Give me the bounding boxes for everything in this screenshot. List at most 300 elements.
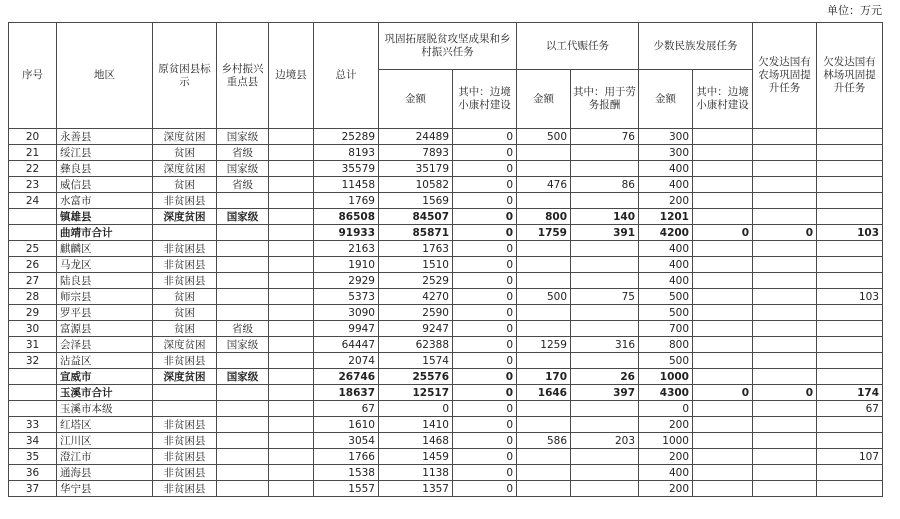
poverty-status-cell: 贫困 (153, 145, 217, 161)
rural-key-cell (217, 241, 269, 257)
header-seq: 序号 (9, 23, 57, 129)
workrelief-labor-cell: 86 (571, 177, 639, 193)
workrelief-amount-cell: 1259 (517, 337, 571, 353)
ethnic-border-cell (693, 257, 753, 273)
consolidate-amount-cell: 1574 (379, 353, 453, 369)
poverty-status-cell: 贫困 (153, 321, 217, 337)
total-cell: 26746 (314, 369, 379, 385)
poverty-status-cell: 深度贫困 (153, 369, 217, 385)
underdev-farm-cell (753, 369, 817, 385)
table-row (9, 417, 883, 433)
total-cell: 8193 (314, 145, 379, 161)
seq-cell (9, 209, 57, 225)
consolidate-border-cell: 0 (453, 129, 517, 145)
consolidate-amount-cell: 2590 (379, 305, 453, 321)
seq-cell: 33 (9, 417, 57, 433)
workrelief-amount-cell: 476 (517, 177, 571, 193)
rural-key-cell: 省级 (217, 177, 269, 193)
ethnic-border-cell (693, 129, 753, 145)
workrelief-labor-cell (571, 465, 639, 481)
ethnic-border-cell (693, 273, 753, 289)
seq-cell: 35 (9, 449, 57, 465)
underdev-farm-cell (753, 321, 817, 337)
consolidate-border-cell: 0 (453, 305, 517, 321)
border-county-cell (269, 305, 314, 321)
ethnic-amount-cell: 1201 (639, 209, 693, 225)
underdev-farm-cell (753, 145, 817, 161)
rural-key-cell: 国家级 (217, 369, 269, 385)
rural-key-cell: 国家级 (217, 161, 269, 177)
consolidate-amount-cell: 1763 (379, 241, 453, 257)
underdev-forest-cell (817, 145, 883, 161)
border-county-cell (269, 337, 314, 353)
consolidate-amount-cell: 12517 (379, 385, 453, 401)
border-county-cell (269, 289, 314, 305)
total-cell: 11458 (314, 177, 379, 193)
border-county-cell (269, 241, 314, 257)
workrelief-amount-cell: 586 (517, 433, 571, 449)
workrelief-amount-cell: 500 (517, 129, 571, 145)
table-row (9, 449, 883, 465)
workrelief-amount-cell (517, 353, 571, 369)
ethnic-border-cell (693, 321, 753, 337)
underdev-forest-cell: 103 (817, 225, 883, 241)
ethnic-amount-cell: 0 (639, 401, 693, 417)
region-cell: 马龙区 (57, 257, 153, 273)
total-cell: 2929 (314, 273, 379, 289)
seq-cell: 24 (9, 193, 57, 209)
underdev-farm-cell (753, 433, 817, 449)
consolidate-amount-cell: 1357 (379, 481, 453, 497)
border-county-cell (269, 433, 314, 449)
poverty-status-cell: 贫困 (153, 177, 217, 193)
header-ethnic-amount: 金额 (639, 70, 693, 129)
border-county-cell (269, 449, 314, 465)
table-row (9, 129, 883, 145)
poverty-status-cell: 非贫困县 (153, 417, 217, 433)
header-region: 地区 (57, 23, 153, 129)
consolidate-border-cell: 0 (453, 337, 517, 353)
ethnic-amount-cell: 400 (639, 465, 693, 481)
border-county-cell (269, 385, 314, 401)
total-cell: 9947 (314, 321, 379, 337)
consolidate-amount-cell: 1510 (379, 257, 453, 273)
workrelief-amount-cell (517, 257, 571, 273)
workrelief-amount-cell: 500 (517, 289, 571, 305)
poverty-status-cell: 非贫困县 (153, 193, 217, 209)
border-county-cell (269, 401, 314, 417)
underdev-forest-cell (817, 305, 883, 321)
funding-table (8, 22, 883, 497)
ethnic-border-cell: 0 (693, 385, 753, 401)
header-border-county: 边境县 (269, 23, 314, 129)
border-county-cell (269, 465, 314, 481)
underdev-forest-cell (817, 161, 883, 177)
region-cell: 玉溪市本级 (57, 401, 153, 417)
underdev-farm-cell: 0 (753, 385, 817, 401)
rural-key-cell (217, 481, 269, 497)
ethnic-border-cell (693, 433, 753, 449)
rural-key-cell (217, 257, 269, 273)
workrelief-amount-cell (517, 241, 571, 257)
ethnic-border-cell (693, 193, 753, 209)
workrelief-labor-cell: 391 (571, 225, 639, 241)
border-county-cell (269, 129, 314, 145)
header-consolidate-amount: 金额 (379, 70, 453, 129)
ethnic-border-cell (693, 177, 753, 193)
consolidate-border-cell: 0 (453, 241, 517, 257)
total-cell: 3090 (314, 305, 379, 321)
workrelief-labor-cell (571, 145, 639, 161)
region-cell: 水富市 (57, 193, 153, 209)
underdev-farm-cell (753, 129, 817, 145)
border-county-cell (269, 369, 314, 385)
underdev-forest-cell (817, 481, 883, 497)
poverty-status-cell: 非贫困县 (153, 481, 217, 497)
workrelief-labor-cell (571, 481, 639, 497)
poverty-status-cell: 深度贫困 (153, 129, 217, 145)
seq-cell: 25 (9, 241, 57, 257)
workrelief-amount-cell: 170 (517, 369, 571, 385)
consolidate-amount-cell: 1138 (379, 465, 453, 481)
table-row (9, 209, 883, 225)
total-cell: 1766 (314, 449, 379, 465)
rural-key-cell (217, 353, 269, 369)
header-total: 总计 (314, 23, 379, 129)
total-cell: 2163 (314, 241, 379, 257)
ethnic-amount-cell: 1000 (639, 369, 693, 385)
workrelief-labor-cell (571, 449, 639, 465)
consolidate-amount-cell: 25576 (379, 369, 453, 385)
underdev-forest-cell: 67 (817, 401, 883, 417)
consolidate-border-cell: 0 (453, 449, 517, 465)
underdev-forest-cell (817, 129, 883, 145)
header-group-consolidate: 巩固拓展脱贫攻坚成果和乡村振兴任务 (379, 23, 517, 70)
seq-cell: 23 (9, 177, 57, 193)
header-workrelief-labor: 其中：用于劳务报酬 (571, 70, 639, 129)
consolidate-border-cell: 0 (453, 433, 517, 449)
total-cell: 64447 (314, 337, 379, 353)
rural-key-cell (217, 449, 269, 465)
region-cell: 江川区 (57, 433, 153, 449)
underdev-forest-cell (817, 241, 883, 257)
region-cell: 镇雄县 (57, 209, 153, 225)
seq-cell: 20 (9, 129, 57, 145)
region-cell: 富源县 (57, 321, 153, 337)
workrelief-labor-cell: 397 (571, 385, 639, 401)
rural-key-cell (217, 433, 269, 449)
consolidate-amount-cell: 2529 (379, 273, 453, 289)
border-county-cell (269, 257, 314, 273)
table-row (9, 289, 883, 305)
ethnic-amount-cell: 200 (639, 193, 693, 209)
seq-cell: 34 (9, 433, 57, 449)
seq-cell: 27 (9, 273, 57, 289)
border-county-cell (269, 225, 314, 241)
region-cell: 曲靖市合计 (57, 225, 153, 241)
consolidate-border-cell: 0 (453, 273, 517, 289)
ethnic-amount-cell: 4300 (639, 385, 693, 401)
underdev-forest-cell (817, 417, 883, 433)
border-county-cell (269, 209, 314, 225)
rural-key-cell (217, 289, 269, 305)
workrelief-amount-cell: 1646 (517, 385, 571, 401)
poverty-status-cell: 非贫困县 (153, 433, 217, 449)
underdev-farm-cell (753, 161, 817, 177)
total-cell: 67 (314, 401, 379, 417)
underdev-farm-cell (753, 481, 817, 497)
consolidate-amount-cell: 9247 (379, 321, 453, 337)
workrelief-amount-cell: 800 (517, 209, 571, 225)
workrelief-labor-cell: 316 (571, 337, 639, 353)
workrelief-amount-cell (517, 465, 571, 481)
region-cell: 永善县 (57, 129, 153, 145)
table-row (9, 369, 883, 385)
ethnic-amount-cell: 400 (639, 241, 693, 257)
seq-cell: 22 (9, 161, 57, 177)
unit-label: 单位：万元 (827, 4, 882, 17)
border-county-cell (269, 417, 314, 433)
table-row (9, 465, 883, 481)
underdev-forest-cell (817, 321, 883, 337)
underdev-farm-cell (753, 337, 817, 353)
region-cell: 威信县 (57, 177, 153, 193)
rural-key-cell: 国家级 (217, 337, 269, 353)
border-county-cell (269, 145, 314, 161)
region-cell: 通海县 (57, 465, 153, 481)
ethnic-border-cell (693, 401, 753, 417)
ethnic-border-cell (693, 465, 753, 481)
poverty-status-cell: 非贫困县 (153, 449, 217, 465)
table-row (9, 273, 883, 289)
workrelief-amount-cell (517, 481, 571, 497)
workrelief-amount-cell: 1759 (517, 225, 571, 241)
header-poverty-status: 原贫困县标示 (153, 23, 217, 129)
underdev-forest-cell (817, 353, 883, 369)
border-county-cell (269, 481, 314, 497)
seq-cell (9, 385, 57, 401)
poverty-status-cell: 非贫困县 (153, 465, 217, 481)
region-cell: 师宗县 (57, 289, 153, 305)
underdev-forest-cell: 103 (817, 289, 883, 305)
consolidate-border-cell: 0 (453, 257, 517, 273)
ethnic-border-cell: 0 (693, 225, 753, 241)
underdev-forest-cell (817, 257, 883, 273)
underdev-farm-cell (753, 305, 817, 321)
poverty-status-cell: 贫困 (153, 289, 217, 305)
consolidate-border-cell: 0 (453, 369, 517, 385)
header-group-ethnic: 少数民族发展任务 (639, 23, 753, 70)
underdev-farm-cell (753, 193, 817, 209)
border-county-cell (269, 161, 314, 177)
consolidate-border-cell: 0 (453, 401, 517, 417)
consolidate-amount-cell: 10582 (379, 177, 453, 193)
table-row (9, 177, 883, 193)
workrelief-amount-cell (517, 273, 571, 289)
ethnic-amount-cell: 400 (639, 177, 693, 193)
seq-cell (9, 225, 57, 241)
underdev-forest-cell: 107 (817, 449, 883, 465)
region-cell: 宣威市 (57, 369, 153, 385)
region-cell: 红塔区 (57, 417, 153, 433)
ethnic-amount-cell: 4200 (639, 225, 693, 241)
table-row (9, 193, 883, 209)
underdev-farm-cell (753, 257, 817, 273)
seq-cell: 26 (9, 257, 57, 273)
workrelief-amount-cell (517, 401, 571, 417)
consolidate-amount-cell: 0 (379, 401, 453, 417)
total-cell: 2074 (314, 353, 379, 369)
workrelief-labor-cell (571, 321, 639, 337)
ethnic-amount-cell: 200 (639, 481, 693, 497)
underdev-forest-cell (817, 369, 883, 385)
workrelief-labor-cell (571, 401, 639, 417)
rural-key-cell (217, 417, 269, 433)
region-cell: 麒麟区 (57, 241, 153, 257)
ethnic-border-cell (693, 305, 753, 321)
region-cell: 沾益区 (57, 353, 153, 369)
total-cell: 86508 (314, 209, 379, 225)
workrelief-labor-cell (571, 305, 639, 321)
consolidate-border-cell: 0 (453, 177, 517, 193)
underdev-forest-cell (817, 337, 883, 353)
rural-key-cell: 国家级 (217, 209, 269, 225)
consolidate-amount-cell: 85871 (379, 225, 453, 241)
ethnic-border-cell (693, 145, 753, 161)
region-cell: 华宁县 (57, 481, 153, 497)
workrelief-amount-cell (517, 305, 571, 321)
consolidate-border-cell: 0 (453, 417, 517, 433)
seq-cell: 37 (9, 481, 57, 497)
total-cell: 1769 (314, 193, 379, 209)
workrelief-amount-cell (517, 417, 571, 433)
workrelief-labor-cell (571, 257, 639, 273)
total-cell: 1538 (314, 465, 379, 481)
poverty-status-cell (153, 401, 217, 417)
seq-cell: 31 (9, 337, 57, 353)
poverty-status-cell (153, 225, 217, 241)
workrelief-labor-cell: 76 (571, 129, 639, 145)
table-body (9, 129, 883, 497)
workrelief-labor-cell: 203 (571, 433, 639, 449)
workrelief-amount-cell (517, 193, 571, 209)
header-underdev-forest: 欠发达国有林场巩固提升任务 (817, 23, 883, 129)
rural-key-cell (217, 193, 269, 209)
ethnic-amount-cell: 500 (639, 353, 693, 369)
total-cell: 25289 (314, 129, 379, 145)
consolidate-amount-cell: 1569 (379, 193, 453, 209)
workrelief-amount-cell (517, 161, 571, 177)
header-group-workrelief: 以工代赈任务 (517, 23, 639, 70)
total-cell: 35579 (314, 161, 379, 177)
poverty-status-cell (153, 385, 217, 401)
seq-cell: 29 (9, 305, 57, 321)
total-cell: 18637 (314, 385, 379, 401)
poverty-status-cell: 非贫困县 (153, 257, 217, 273)
rural-key-cell: 省级 (217, 145, 269, 161)
region-cell: 彝良县 (57, 161, 153, 177)
ethnic-border-cell (693, 337, 753, 353)
rural-key-cell (217, 465, 269, 481)
ethnic-amount-cell: 300 (639, 129, 693, 145)
workrelief-amount-cell (517, 449, 571, 465)
rural-key-cell (217, 385, 269, 401)
ethnic-border-cell (693, 417, 753, 433)
consolidate-amount-cell: 7893 (379, 145, 453, 161)
underdev-forest-cell (817, 273, 883, 289)
consolidate-amount-cell: 1410 (379, 417, 453, 433)
region-cell: 绥江县 (57, 145, 153, 161)
ethnic-amount-cell: 400 (639, 273, 693, 289)
seq-cell: 28 (9, 289, 57, 305)
poverty-status-cell: 深度贫困 (153, 161, 217, 177)
workrelief-labor-cell (571, 161, 639, 177)
rural-key-cell: 省级 (217, 321, 269, 337)
ethnic-border-cell (693, 353, 753, 369)
underdev-farm-cell (753, 289, 817, 305)
table-row (9, 433, 883, 449)
underdev-farm-cell: 0 (753, 225, 817, 241)
seq-cell: 32 (9, 353, 57, 369)
ethnic-border-cell (693, 481, 753, 497)
underdev-farm-cell (753, 353, 817, 369)
region-cell: 澄江市 (57, 449, 153, 465)
table-row (9, 257, 883, 273)
ethnic-amount-cell: 400 (639, 257, 693, 273)
total-cell: 1910 (314, 257, 379, 273)
table-row (9, 321, 883, 337)
ethnic-amount-cell: 800 (639, 337, 693, 353)
region-cell: 会泽县 (57, 337, 153, 353)
ethnic-amount-cell: 500 (639, 289, 693, 305)
ethnic-border-cell (693, 289, 753, 305)
consolidate-amount-cell: 24489 (379, 129, 453, 145)
total-cell: 3054 (314, 433, 379, 449)
header-ethnic-border: 其中：边境小康村建设 (693, 70, 753, 129)
consolidate-amount-cell: 62388 (379, 337, 453, 353)
border-county-cell (269, 273, 314, 289)
ethnic-amount-cell: 200 (639, 417, 693, 433)
table-row (9, 305, 883, 321)
workrelief-labor-cell (571, 353, 639, 369)
ethnic-border-cell (693, 209, 753, 225)
workrelief-labor-cell: 140 (571, 209, 639, 225)
border-county-cell (269, 353, 314, 369)
consolidate-amount-cell: 1468 (379, 433, 453, 449)
region-cell: 罗平县 (57, 305, 153, 321)
workrelief-amount-cell (517, 321, 571, 337)
underdev-forest-cell (817, 193, 883, 209)
consolidate-border-cell: 0 (453, 481, 517, 497)
header-workrelief-amount: 金额 (517, 70, 571, 129)
header-rural-key: 乡村振兴重点县 (217, 23, 269, 129)
underdev-forest-cell (817, 209, 883, 225)
consolidate-border-cell: 0 (453, 193, 517, 209)
ethnic-amount-cell: 700 (639, 321, 693, 337)
table-row (9, 481, 883, 497)
underdev-farm-cell (753, 273, 817, 289)
workrelief-amount-cell (517, 145, 571, 161)
underdev-forest-cell: 174 (817, 385, 883, 401)
poverty-status-cell: 非贫困县 (153, 353, 217, 369)
seq-cell: 36 (9, 465, 57, 481)
poverty-status-cell: 贫困 (153, 305, 217, 321)
border-county-cell (269, 193, 314, 209)
poverty-status-cell: 深度贫困 (153, 209, 217, 225)
consolidate-border-cell: 0 (453, 145, 517, 161)
consolidate-amount-cell: 1459 (379, 449, 453, 465)
table-row (9, 225, 883, 241)
